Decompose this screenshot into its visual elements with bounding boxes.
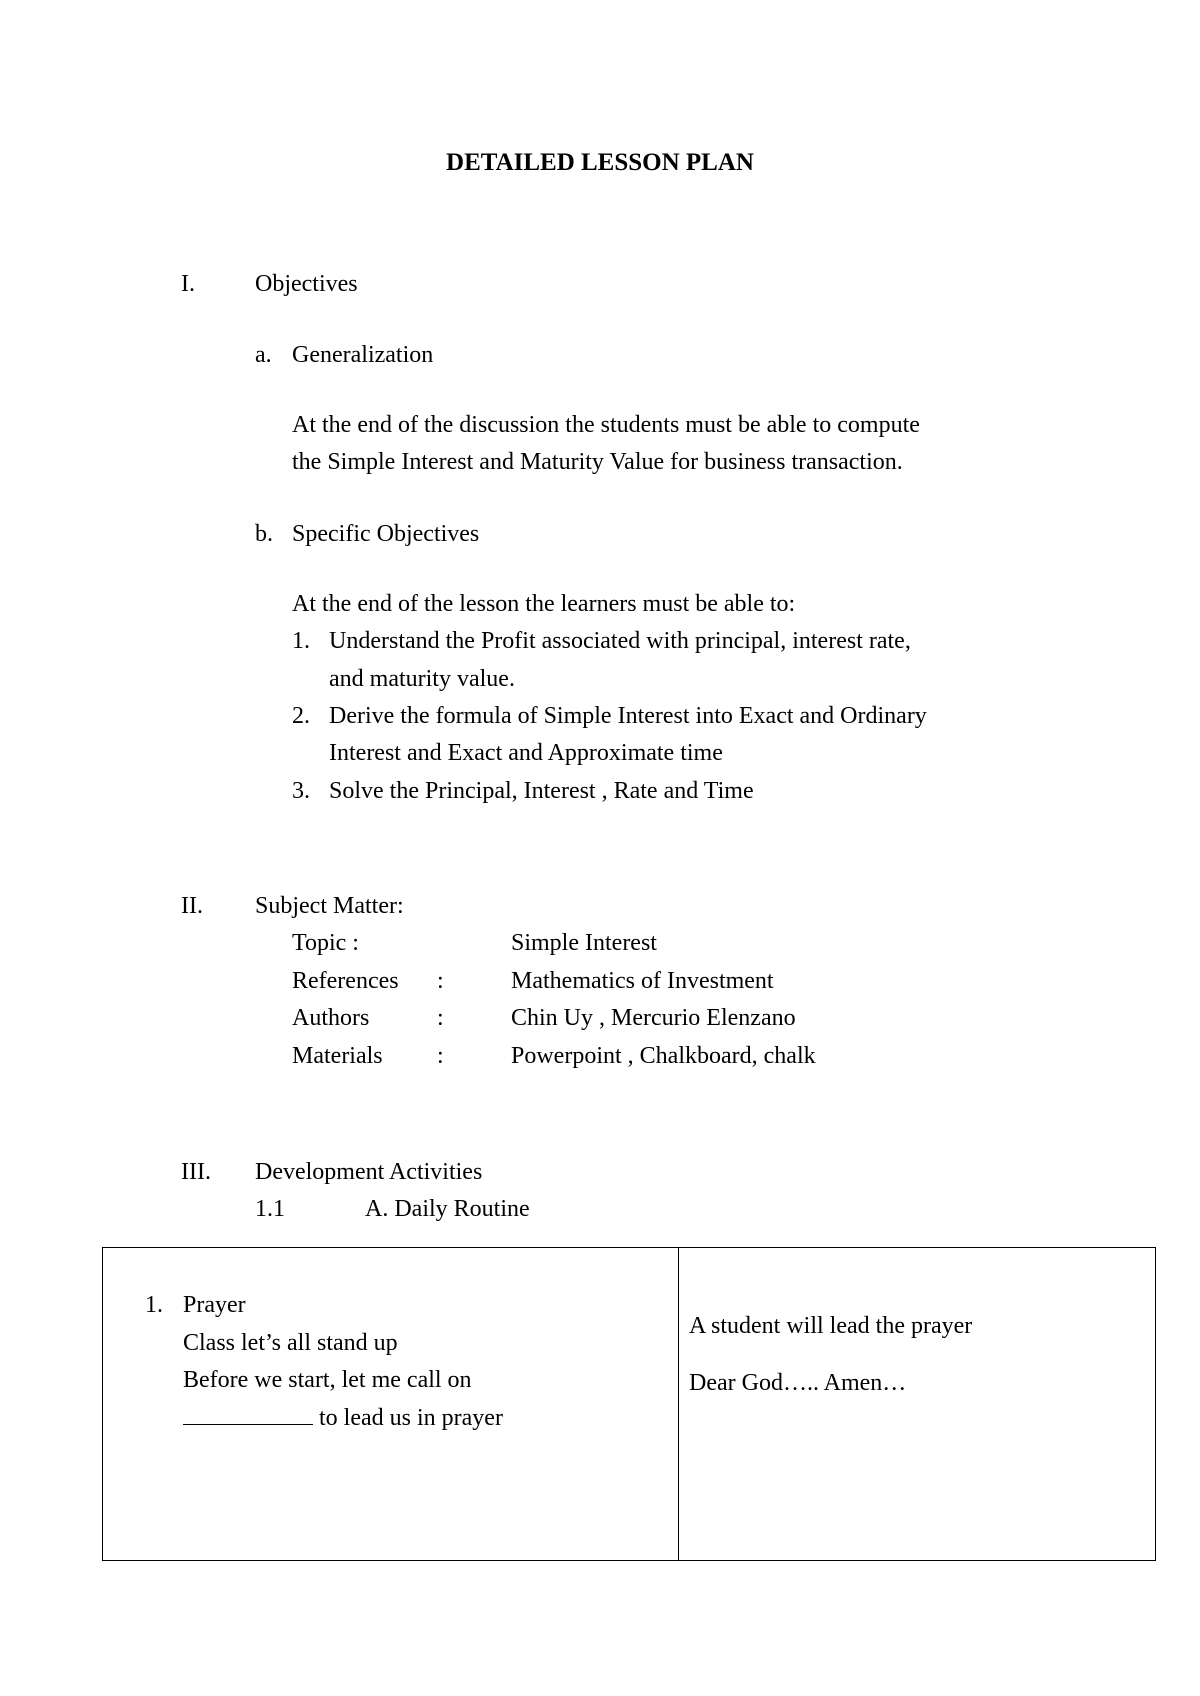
subject-value: Chin Uy , Mercurio Elenzano <box>511 1005 796 1031</box>
sub-marker: a. <box>255 342 272 368</box>
subsection-heading: A. Daily Routine <box>365 1196 530 1222</box>
list-item-line: Solve the Principal, Interest , Rate and Time <box>329 778 754 804</box>
section-heading-subject-matter: Subject Matter: <box>255 893 404 919</box>
student-line: Dear God….. Amen… <box>689 1370 907 1396</box>
subject-value: Powerpoint , Chalkboard, chalk <box>511 1043 816 1069</box>
subject-label: References <box>292 968 399 994</box>
subject-sep: : <box>437 1043 444 1069</box>
list-item-line: Interest and Exact and Approximate time <box>329 740 723 766</box>
list-item-number: 2. <box>292 703 310 729</box>
sub-marker: b. <box>255 521 273 547</box>
teacher-line-text: to lead us in prayer <box>319 1405 503 1431</box>
section-heading-objectives: Objectives <box>255 271 358 297</box>
teacher-line <box>183 1403 503 1433</box>
subject-value: Simple Interest <box>511 930 657 956</box>
section-numeral: I. <box>181 271 195 297</box>
section-numeral: II. <box>181 893 203 919</box>
table-row <box>103 1248 1156 1561</box>
section-numeral: III. <box>181 1159 211 1185</box>
list-item-number: 1. <box>145 1292 163 1318</box>
student-activity-cell <box>679 1248 1156 1561</box>
list-item-line: Understand the Profit associated with principal, interest rate, <box>329 628 911 654</box>
list-item-line: Derive the formula of Simple Interest into Exact and Ordinary <box>329 703 927 729</box>
specific-objectives-intro: At the end of the lesson the learners must be able to: <box>292 591 796 617</box>
section-heading-development: Development Activities <box>255 1159 483 1185</box>
prayer-heading: Prayer <box>183 1292 246 1318</box>
subject-label: Materials <box>292 1043 383 1069</box>
list-item-number: 1. <box>292 628 310 654</box>
generalization-heading: Generalization <box>292 342 434 368</box>
generalization-line: At the end of the discussion the students must be able to compute <box>292 412 920 438</box>
list-item-number: 3. <box>292 778 310 804</box>
subject-label: Authors <box>292 1005 370 1031</box>
document-title: DETAILED LESSON PLAN <box>446 149 754 176</box>
subject-label: Topic : <box>292 930 359 956</box>
subject-value: Mathematics of Investment <box>511 968 774 994</box>
fill-in-blank <box>183 1404 313 1425</box>
subsection-number: 1.1 <box>255 1196 285 1222</box>
subject-sep: : <box>437 968 444 994</box>
student-line: A student will lead the prayer <box>689 1313 973 1339</box>
daily-routine-table <box>102 1247 1156 1561</box>
generalization-line: the Simple Interest and Maturity Value for business transaction. <box>292 449 903 475</box>
specific-objectives-heading: Specific Objectives <box>292 521 480 547</box>
teacher-line: Class let’s all stand up <box>183 1330 398 1356</box>
teacher-line: Before we start, let me call on <box>183 1367 472 1393</box>
teacher-activity-cell <box>103 1248 679 1561</box>
list-item-line: and maturity value. <box>329 666 515 692</box>
subject-sep: : <box>437 1005 444 1031</box>
